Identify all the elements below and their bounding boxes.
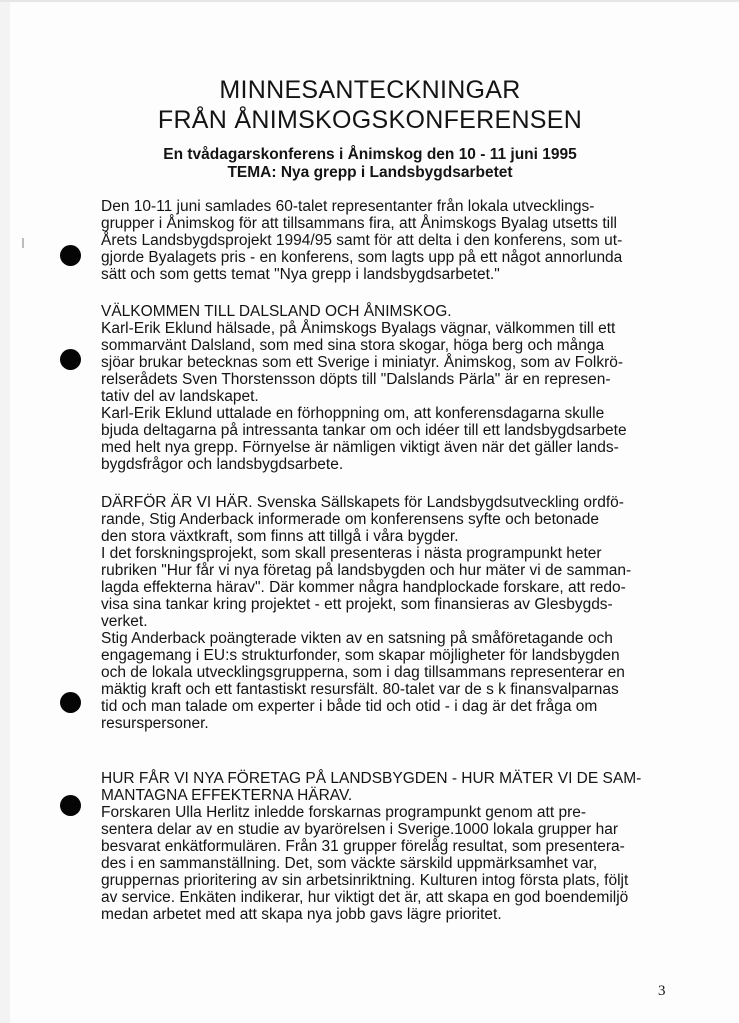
- scan-top-edge: [0, 0, 739, 2]
- document-subtitle-line-1: En tvådagarskonferens i Ånimskog den 10 - 11 juni 1995: [163, 146, 577, 163]
- page-number: 3: [658, 983, 666, 999]
- paragraph-hur-far-vi: HUR FÅR VI NYA FÖRETAG PÅ LANDSBYGDEN - HUR MÄTER VI DE SAM- MANTAGNA EFFEKTERNA HÄRAV. Forskaren Ulla Herlitz inledde forskarnas programpunkt genom att pre- sentera delar av en studie av byarörelsen i Sverige.1000 lokala grupper har besvarat enkätformulären. Från 31 grupper förelåg resultat, som presentera- des i en sammanställning. Det, som väckte särskild uppmärksamhet var, gruppernas prioritering av sin arbetsinriktning. Kulturen intog första plats, följt av service. Enkäten indikerar, hur viktigt det är, att skapa en god boendemiljö medan arbetet med att skapa nya jobb gavs lägre prioritet.: [101, 770, 642, 923]
- punch-hole: [60, 245, 81, 266]
- punch-hole: [60, 692, 81, 713]
- document-title-line-1: MINNESANTECKNINGAR: [219, 76, 521, 104]
- punch-hole: [60, 349, 81, 370]
- paragraph-valkommen: VÄLKOMMEN TILL DALSLAND OCH ÅNIMSKOG. Karl-Erik Eklund hälsade, på Ånimskogs Byalags vägnar, välkommen till ett sommarvänt Dalsland, som med sina stora skogar, höga berg och många sjöar brukar betecknas som ett Sverige i miniatyr. Ånimskog, som av Folkrö- relserådets Sven Thorstensson döpts till "Dalslands Pärla" är en represen- tativ del av landskapet. Karl-Erik Eklund uttalade en förhoppning om, att konferensdagarna skulle bjuda deltagarna på intressanta tankar om och idéer till ett landsbygdsarbete med helt nya grepp. Förnyelse är nämligen viktigt även när det gäller lands- bygdsfrågor och landsbygdsarbete.: [101, 303, 627, 473]
- scan-edge-shadow: [0, 0, 10, 1023]
- document-subtitle-line-2: TEMA: Nya grepp i Landsbygdsarbetet: [227, 164, 513, 181]
- document-title-line-2: FRÅN ÅNIMSKOGSKONFERENSEN: [157, 106, 583, 134]
- paragraph-intro: Den 10-11 juni samlades 60-talet representanter från lokala utvecklings- grupper i Ånimskog för att tillsammans fira, att Ånimskogs Byalag utsetts till Årets Landsbygdsprojekt 1994/95 samt för att delta i den konferens, som ut- gjorde Byalagets pris - en konferens, som lagts upp på ett något annorlunda sätt och som getts temat "Nya grepp i landsbygdsarbetet.": [101, 198, 623, 283]
- punch-hole: [60, 795, 81, 816]
- margin-mark: [22, 238, 24, 248]
- paragraph-darfor: DÄRFÖR ÄR VI HÄR. Svenska Sällskapets för Landsbygdsutveckling ordfö- rande, Stig Anderback informerade om konferensens syfte och betonade den stora växtkraft, som finns att tillgå i våra bygder. I det forskningsprojekt, som skall presenteras i nästa programpunkt heter rubriken "Hur får vi nya företag på landsbygden och hur mäter vi de samman- lagda effekterna härav". Där kommer några handplockade forskare, att redo- visa sina tankar kring projektet - ett projekt, som finansieras av Glesbygds- verket. Stig Anderback poängterade vikten av en satsning på småföretagande och engagemang i EU:s strukturfonder, som skapar möjligheter för landsbygden och de lokala utvecklingsgrupperna, som i dag tillsammans representerar en mäktig kraft och ett fantastiskt resursfält. 80-talet var de s k finansvalparnas tid och man talade om experter i både tid och otid - i dag är det fråga om resurspersoner.: [101, 494, 632, 732]
